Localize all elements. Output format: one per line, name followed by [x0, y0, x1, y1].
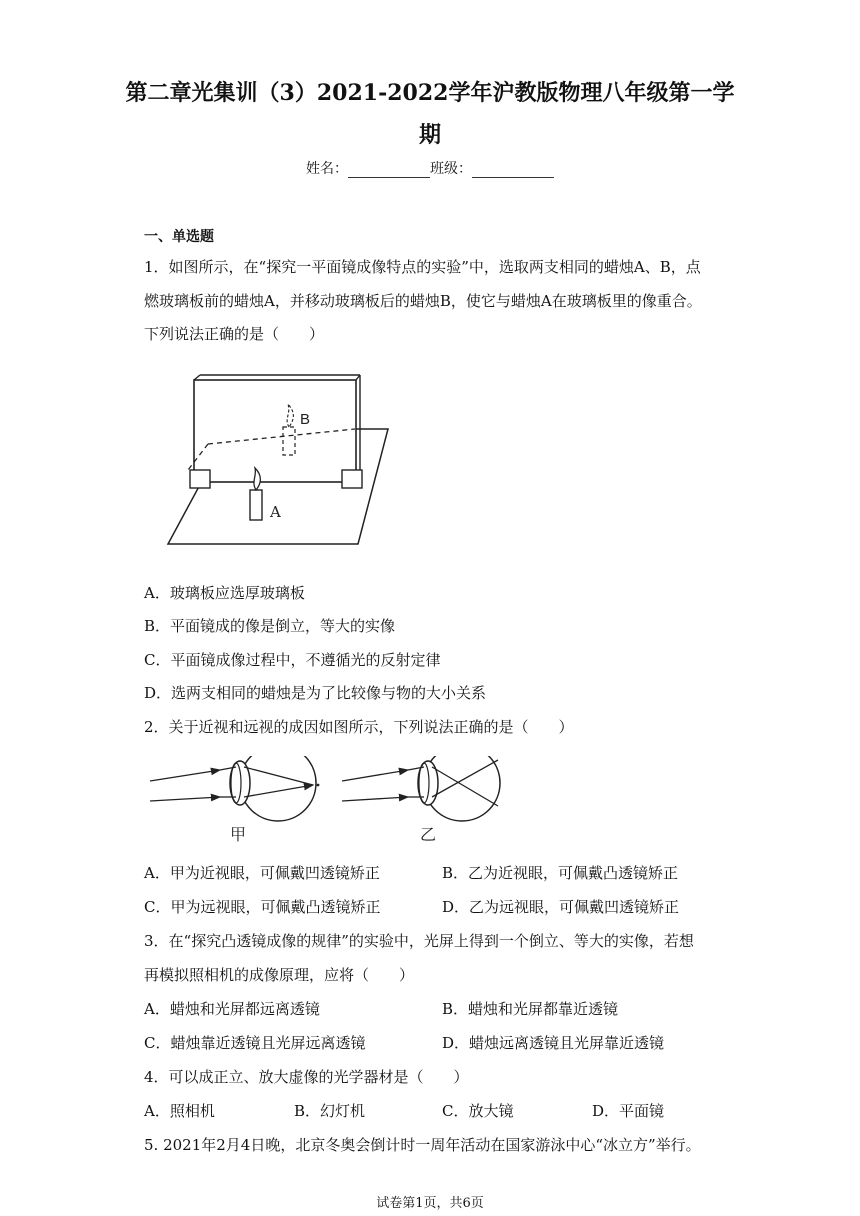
q3-option-c[interactable]: C．蜡烛靠近透镜且光屏远离透镜 — [144, 1034, 366, 1052]
class-blank[interactable] — [472, 163, 554, 178]
name-blank[interactable] — [348, 163, 430, 178]
q1-mirror-figure — [160, 372, 395, 550]
page-title: 第二章光集训（3）2021-2022学年沪教版物理八年级第一学 — [125, 80, 735, 106]
glass-plate — [194, 380, 356, 482]
q3-option-a[interactable]: A．蜡烛和光屏都远离透镜 — [144, 1000, 320, 1018]
name-label: 姓名： — [306, 161, 348, 177]
q4-stem: 4．可以成正立、放大虚像的光学器材是（ ） — [144, 1068, 469, 1086]
class-label: 班级： — [430, 161, 472, 177]
q2-option-c[interactable]: C．甲为远视眼，可佩戴凸透镜矫正 — [144, 898, 381, 916]
eyeball — [240, 756, 316, 821]
section-heading: 一、单选题 — [144, 229, 214, 245]
candle-a — [250, 490, 262, 520]
right-support — [342, 470, 362, 488]
label-yi: 乙 — [420, 825, 437, 844]
student-info — [0, 158, 860, 178]
q2-option-d[interactable]: D．乙为远视眼，可佩戴凹透镜矫正 — [442, 898, 680, 916]
q1-stem-line3: 下列说法正确的是（ ） — [144, 325, 325, 343]
left-support — [190, 470, 210, 488]
q4-option-b[interactable]: B．幻灯机 — [294, 1102, 366, 1120]
label-b: B — [300, 411, 311, 428]
q1-option-c[interactable]: C．平面镜成像过程中，不遵循光的反射定律 — [144, 651, 441, 669]
label-a: A — [270, 503, 281, 521]
q2-stem: 2．关于近视和远视的成因如图所示，下列说法正确的是（ ） — [144, 718, 574, 736]
q3-stem-line1: 3．在“探究凸透镜成像的规律”的实验中，光屏上得到一个倒立、等大的实像，若想 — [144, 932, 694, 950]
q4-option-c[interactable]: C．放大镜 — [442, 1102, 514, 1120]
q5-stem-line1: 5. 2021年2月4日晚，北京冬奥会倒计时一周年活动在国家游泳中心“冰立方”举行。 — [144, 1136, 701, 1154]
q3-option-d[interactable]: D．蜡烛远离透镜且光屏靠近透镜 — [442, 1034, 665, 1052]
q1-option-d[interactable]: D．选两支相同的蜡烛是为了比较像与物的大小关系 — [144, 684, 487, 702]
q2-eye-figure-left — [148, 756, 328, 850]
q2-option-a[interactable]: A．甲为近视眼，可佩戴凹透镜矫正 — [144, 864, 380, 882]
q1-stem-line1: 1．如图所示，在“探究一平面镜成像特点的实验”中，选取两支相同的蜡烛A、B，点 — [144, 258, 701, 276]
q2-eye-figure-right — [340, 756, 515, 850]
q3-option-b[interactable]: B．蜡烛和光屏都靠近透镜 — [442, 1000, 619, 1018]
page-title-continued: 期 — [418, 122, 441, 148]
q4-option-d[interactable]: D．平面镜 — [592, 1102, 665, 1120]
q2-option-b[interactable]: B．乙为近视眼，可佩戴凸透镜矫正 — [442, 864, 679, 882]
label-jia: 甲 — [230, 825, 247, 844]
page-footer: 试卷第1页，共6页 — [376, 1196, 484, 1211]
q1-stem-line2: 燃玻璃板前的蜡烛A，并移动玻璃板后的蜡烛B，使它与蜡烛A在玻璃板里的像重合。 — [144, 292, 702, 310]
q3-stem-line2: 再模拟照相机的成像原理，应将（ ） — [144, 966, 415, 984]
q4-option-a[interactable]: A．照相机 — [144, 1102, 215, 1120]
q1-option-a[interactable]: A．玻璃板应选厚玻璃板 — [144, 584, 305, 602]
q1-option-b[interactable]: B．平面镜成的像是倒立，等大的实像 — [144, 617, 396, 635]
